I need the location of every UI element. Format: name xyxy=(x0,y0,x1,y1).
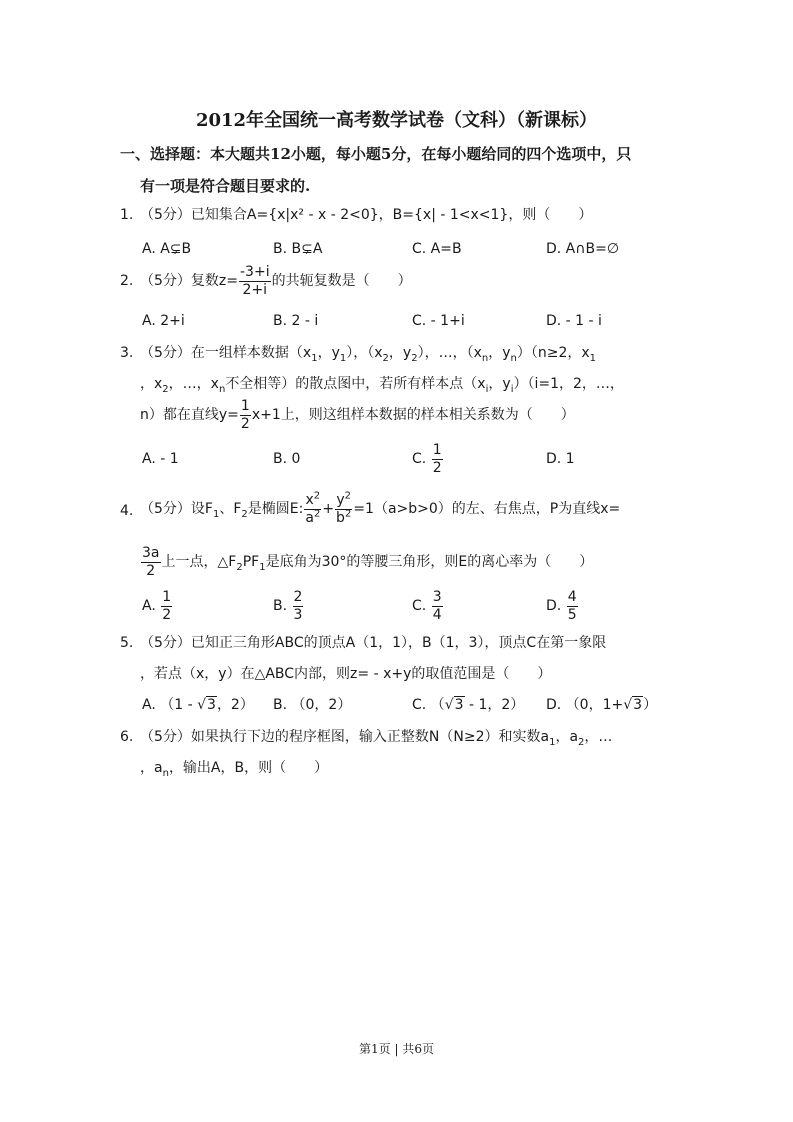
q4-line1: （5分）设$F_1$、$F_2$是椭圆E: $\frac{x^2}{a^2}$ + $\frac{y^2}{b^2}$ =1（a>b>0）的左、右焦点，P为直线x= xyxy=(140,489,621,526)
section-heading-line1: 一、选择题：本大题共12小题，每小题5分，在每小题给同的四个选项中，只 xyxy=(120,145,632,163)
q2-option-a: A. 2+i xyxy=(142,313,185,329)
q5-option-b: B. （0，2） xyxy=(273,697,352,713)
q4-y2-over-b2: $\frac{y^2}{b^2}$ xyxy=(336,489,352,526)
q3-number: 3. xyxy=(120,345,134,361)
q3-option-b: B. 0 xyxy=(273,451,301,467)
q1-text: （5分）已知集合A={x|x² - x - 2<0}，B={x| - 1<x<1}，则（ ） xyxy=(140,207,593,223)
q2-number: 2. xyxy=(120,273,134,289)
q1-option-a: A. A⊊B xyxy=(142,241,192,257)
q1-option-d: D. A∩B=∅ xyxy=(546,241,620,257)
q1-option-c: C. A=B xyxy=(412,241,462,257)
q4-option-d: D. $\frac{4}{5}$ xyxy=(546,588,577,623)
q6-line2: ，$a_n$，输出A，B，则（ ） xyxy=(140,760,329,779)
q2-option-d: D. - 1 - i xyxy=(546,313,602,329)
q4-line2: $\frac{3a}{2}$ 上一点，$\triangle F_2PF_1$是底角为30°的等腰三角形，则E的离心率为（ ） xyxy=(142,544,594,579)
page-title: 2012年全国统一高考数学试卷（文科）（新课标） xyxy=(195,110,598,131)
q2-post: 的共轭复数是（ ） xyxy=(271,273,412,289)
q2-frac-denominator: 2+i xyxy=(242,281,268,298)
page-footer: 第1页 | 共6页 xyxy=(359,1042,434,1056)
q3-line3: n）都在直线y= $\frac{1}{2}$ x+1上，则这组样本数据的样本相关系数为（ ） xyxy=(140,397,575,432)
q3-line1: （5分）在一组样本数据（$x_1$，$y_1$），（$x_2$，$y_2$），…，（$x_n$，$y_n)(n\ge 2$，$x_1$ xyxy=(140,345,597,364)
q2-option-c: C. - 1+i xyxy=(412,313,465,329)
q3-option-d: D. 1 xyxy=(546,451,575,467)
q4-number: 4. xyxy=(120,503,134,519)
q3-option-c: C. $\frac{1}{2}$ xyxy=(412,441,442,476)
q6-line1: （5分）如果执行下边的程序框图，输入正整数N（N≥2）和实数$a_1$，$a_2$，… xyxy=(140,729,613,748)
q4-option-a: A. $\frac{1}{2}$ xyxy=(142,588,172,623)
q5-option-a: A. （1 - √3，2） xyxy=(142,697,254,713)
q6-number: 6. xyxy=(120,729,134,745)
q1-number: 1. xyxy=(120,207,134,223)
q2-option-b: B. 2 - i xyxy=(273,313,319,329)
q5-option-d: D. （0，1+√3） xyxy=(546,697,658,713)
q3-half-fraction: $\frac{1}{2}$ xyxy=(240,397,250,432)
q4-option-c: C. $\frac{3}{4}$ xyxy=(412,588,442,623)
q5-number: 5. xyxy=(120,635,134,651)
q2-fraction xyxy=(239,264,271,299)
section-heading-line2: 有一项是符合题目要求的. xyxy=(140,177,311,195)
q3-option-a: A. - 1 xyxy=(142,451,179,467)
q2-text xyxy=(140,263,412,299)
q5-option-c: C. （√3 - 1，2） xyxy=(412,697,525,713)
q4-x2-over-a2: $\frac{x^2}{a^2}$ xyxy=(305,489,321,526)
q5-line2: ，若点（x，y）在△ABC内部，则z= - x+y的取值范围是（ ） xyxy=(140,666,552,682)
q4-3a-over-2: $\frac{3a}{2}$ xyxy=(142,544,160,579)
q2-frac-numerator: -3+i xyxy=(240,263,270,280)
q3-line2: ，$x_2$，…，$x_n$不全相等）的散点图中，若所有样本点（$x_i$，$y_i)(i=1$，2，…， xyxy=(140,376,624,395)
q5-line1: （5分）已知正三角形ABC的顶点A（1，1），B（1，3），顶点C在第一象限 xyxy=(140,635,607,651)
q2-pre: （5分）复数z= xyxy=(140,273,238,289)
q4-option-b: B. $\frac{2}{3}$ xyxy=(273,588,303,623)
q1-option-b: B. B⊊A xyxy=(273,241,323,257)
